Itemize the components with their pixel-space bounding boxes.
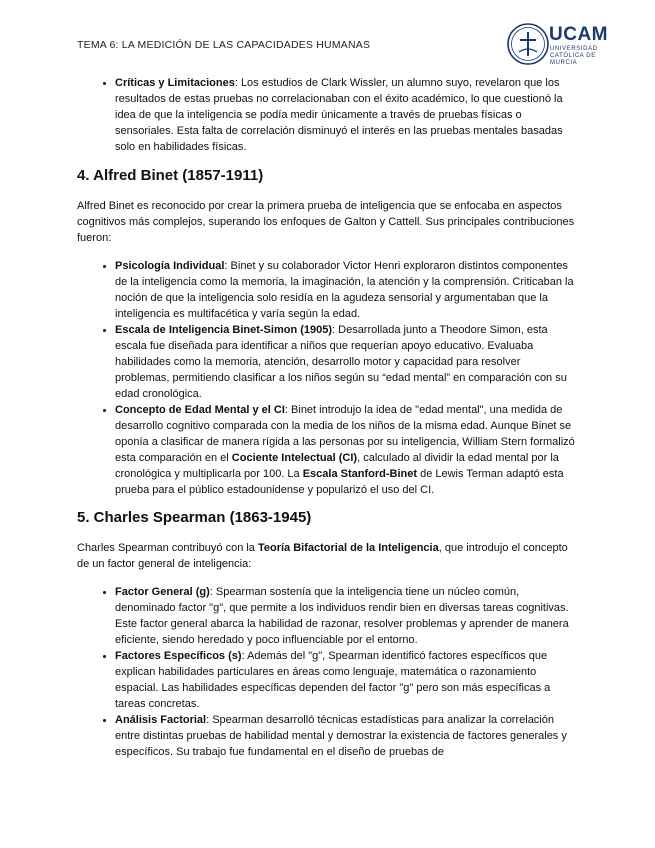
list-item-term: Factores Específicos (s) <box>115 650 242 662</box>
binet-intro: Alfred Binet es reconocido por crear la primera prueba de inteligencia que se enfocaba en aspectos cognitivos más complejos, superando los enfoques de Galton y Cattell. Sus principales contribuciones fueron: <box>77 200 575 244</box>
list-item-term: Factor General (g) <box>115 586 210 598</box>
spearman-intro: Charles Spearman contribuyó con la Teoría Bifactorial de la Inteligencia, que introdujo el concepto de un factor general de inteligencia: <box>77 542 568 570</box>
section-heading-spearman: 5. Charles Spearman (1863-1945) <box>77 509 312 526</box>
ucam-logo <box>506 22 608 68</box>
list-item-text: : Spearman sostenía que la inteligencia tiene un núcleo común, denominado factor "g", que permite a los individuos rendir bien en diversas tareas cognitivas. Este factor general abarca la habilidad de razonar, resolver problemas y aprender de manera eficiente, siendo heredado y poco influenciable por el entorno. <box>115 586 569 646</box>
list-item-term: Escala de Inteligencia Binet-Simon (1905) <box>115 324 333 336</box>
list-item <box>115 584 577 648</box>
list-item-term: Concepto de Edad Mental y el CI <box>115 404 285 416</box>
list-item-text: : Desarrollada junto a Theodore Simon, esta escala fue diseñada para identificar a niños que requerían apoyo educativo. Evaluaba habilidades como la memoria, atención, desarrollo motor y capacidad para resolver problemas, permitiendo clasificar a los niños según su “edad mental” en comparación con su edad cronológica. <box>115 324 567 400</box>
list-item-text: : Spearman desarrolló técnicas estadísticas para analizar la correlación entre distintas pruebas de habilidad mental y demostrar la existencia de factores generales y específicos. Su trabajo fue fundamental en el diseño de pruebas de <box>115 714 567 758</box>
list-item-text: : Los estudios de Clark Wissler, un alumno suyo, revelaron que los resultados de estas pruebas no correlacionaban con el éxito académico, lo que cuestionó la idea de que la inteligencia se podía medir únicamente a través de pruebas físicas o sensoriales. Esta falta de correlación disminuyó el interés en las pruebas mentales basadas solo en habilidades físicas. <box>115 77 563 153</box>
list-item-term: Análisis Factorial <box>115 714 207 726</box>
logo-subtitle: UNIVERSIDAD CATÓLICA DE MURCIA <box>550 46 598 66</box>
university-seal-icon <box>506 22 550 66</box>
list-item-term: Críticas y Limitaciones <box>115 77 235 89</box>
list-item-term: Cociente Intelectual (CI) <box>231 452 358 464</box>
list-item-text: : Binet introdujo la idea de "edad mental", una medida de desarrollo cognitivo comparada con la media de los niños de la misma edad. Aunque Binet se oponía a clasificar de manera rígida a las personas por su inteligencia, William Stern formalizó esta comparación en el <box>115 404 575 464</box>
list-item-text: : Además del "g", Spearman identificó factores específicos que explican habilidades particulares en áreas como lenguaje, matemática o razonamiento espacial. Las habilidades específicas dependen del factor "g" pero son más específicas a tareas concretas. <box>115 650 551 710</box>
section-heading-binet: 4. Alfred Binet (1857-1911) <box>77 167 264 184</box>
logo-wordmark: UCAM <box>549 24 608 45</box>
spearman-list <box>77 584 577 760</box>
list-item-term: Psicología Individual <box>115 260 225 272</box>
list-item-text: de Lewis Terman adaptó esta prueba para el público estadounidense y popularizó el uso del CI. <box>115 468 564 496</box>
document-title: TEMA 6: LA MEDICIÓN DE LAS CAPACIDADES HUMANAS <box>77 39 371 51</box>
list-item-text: , calculado al dividir la edad mental por la cronológica y multiplicarla por 100. La <box>115 452 559 480</box>
intro-term: Teoría Bifactorial de la Inteligencia <box>257 542 439 554</box>
list-item <box>115 402 577 498</box>
criticas-list <box>77 75 577 155</box>
document-body <box>77 75 577 760</box>
list-item-term: Escala Stanford-Binet <box>302 468 418 480</box>
list-item <box>115 322 577 402</box>
list-item-text: : Binet y su colaborador Victor Henri exploraron distintos componentes de la inteligencia como la memoria, la imaginación, la atención y la comprensión. Criticaban la noción de que la inteligencia solo residía en la agudeza sensorial y argumentaban que la inteligencia es multifacética y varía según la edad. <box>115 260 574 320</box>
list-item <box>115 648 577 712</box>
list-item <box>115 712 577 760</box>
binet-list <box>77 258 577 498</box>
list-item <box>115 258 577 322</box>
list-item <box>115 75 577 155</box>
